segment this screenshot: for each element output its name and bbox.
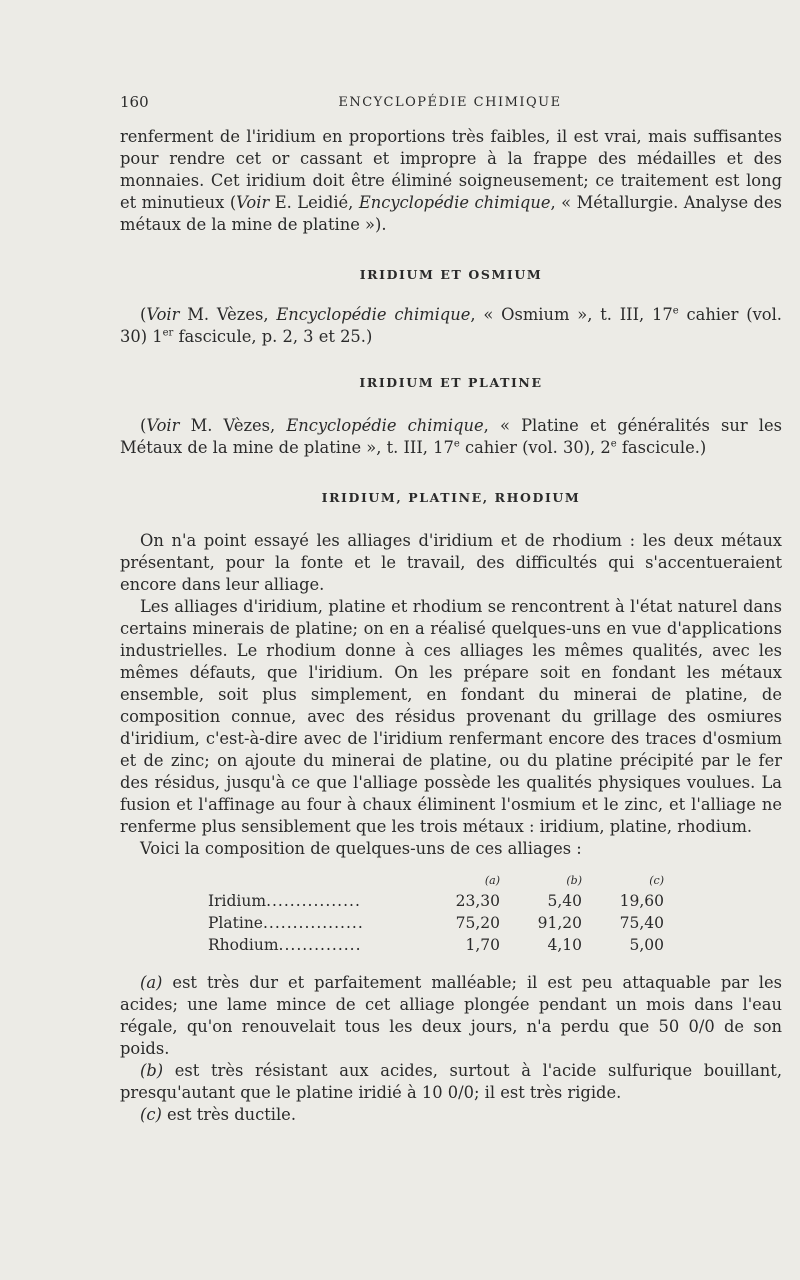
- page-header: [120, 93, 780, 113]
- intro-paragraph: renferment de l'iridium en proportions très faibles, il est vrai, mais suffisantes pour rendre cet or cassant et impropre à la frappe des médailles et des monnaies. Cet iridium doit être éliminé soigneusement; ce traitement est long et minutieux (Voir E. Leidié, Encyclopédie chimique, « Métallurgie. Analyse des métaux de la mine de platine »).: [120, 127, 782, 234]
- page-number: 160: [120, 93, 149, 111]
- table-cell: 75,40: [619, 914, 664, 932]
- table-cell: 23,30: [455, 892, 500, 910]
- reference-osmium: (Voir M. Vèzes, Encyclopédie chimique, « Osmium », t. III, 17e cahier (vol. 30) 1er fascicule, p. 2, 3 et 25.): [120, 305, 782, 346]
- page-body: [120, 126, 782, 1126]
- column-header-c: (c): [649, 874, 664, 887]
- table-row: [208, 912, 664, 934]
- table-cell: 4,10: [547, 936, 582, 954]
- composition-table: [208, 872, 664, 956]
- note-b: (b) est très résistant aux acides, surtout à l'acide sulfurique bouillant, presqu'autant que le platine iridié à 10 0/0; il est très rigide.: [120, 1061, 782, 1102]
- leader-dots: ................: [266, 892, 361, 910]
- section-heading-iridium-platine: IRIDIUM ET PLATINE: [359, 375, 543, 390]
- note-c: (c) est très ductile.: [140, 1105, 296, 1124]
- table-cell: 75,20: [455, 914, 500, 932]
- paragraph-rhodium-1: On n'a point essayé les alliages d'iridium et de rhodium : les deux métaux présentant, pour la fonte et le travail, des difficultés qui s'accentueraient encore dans leur alliage.: [120, 531, 782, 594]
- row-label: Platine: [208, 914, 263, 932]
- column-header-b: (b): [566, 874, 582, 887]
- table-cell: 5,40: [547, 892, 582, 910]
- paragraph-rhodium-2: Les alliages d'iridium, platine et rhodium se rencontrent à l'état naturel dans certains minerais de platine; on en a réalisé quelques-uns en vue d'applications industrielles. Le rhodium donne à ces alliages les mêmes qualités, avec les mêmes défauts, que l'iridium. On les prépare soit en fondant les métaux ensemble, soit plus simplement, en fondant du minerai de platine, de composition connue, avec des résidus provenant du grillage des osmiures d'iridium, c'est-à-dire avec de l'iridium renfermant encore des traces d'osmium et de zinc; on ajoute du minerai de platine, ou du platine précipité par le fer des résidus, jusqu'à ce que l'alliage possède les qualités physiques voulues. La fusion et l'affinage au four à chaux éliminent l'osmium et le zinc, et l'alliage ne renferme plus sensiblement que les trois métaux : iridium, platine, rhodium.: [120, 597, 782, 836]
- table-cell: 1,70: [465, 936, 500, 954]
- note-a: (a) est très dur et parfaitement malléable; il est peu attaquable par les acides; une lame mince de cet alliage plongée pendant un mois dans l'eau régale, qu'on renouvelait tous les deux jours, n'a perdu que 50 0/0 de son poids.: [120, 973, 782, 1058]
- row-label: Iridium: [208, 892, 267, 910]
- table-row: [208, 890, 664, 912]
- leader-dots: ..............: [278, 936, 362, 954]
- section-heading-iridium-osmium: IRIDIUM ET OSMIUM: [359, 267, 543, 282]
- reference-platine: (Voir M. Vèzes, Encyclopédie chimique, « Platine et généralités sur les Métaux de la mine de platine », t. III, 17e cahier (vol. 30), 2e fascicule.): [120, 416, 782, 457]
- leader-dots: .................: [262, 914, 364, 932]
- table-cell: 5,00: [629, 936, 664, 954]
- table-cell: 19,60: [619, 892, 664, 910]
- table-row: [208, 934, 664, 956]
- row-label: Rhodium: [208, 936, 279, 954]
- table-cell: 91,20: [537, 914, 582, 932]
- paragraph-rhodium-3: Voici la composition de quelques-uns de ces alliages :: [140, 839, 582, 858]
- running-title: ENCYCLOPÉDIE CHIMIQUE: [338, 95, 562, 110]
- table-header-row: [208, 872, 664, 890]
- section-heading-iridium-platine-rhodium: IRIDIUM, PLATINE, RHODIUM: [321, 490, 581, 505]
- column-header-a: (a): [484, 874, 500, 887]
